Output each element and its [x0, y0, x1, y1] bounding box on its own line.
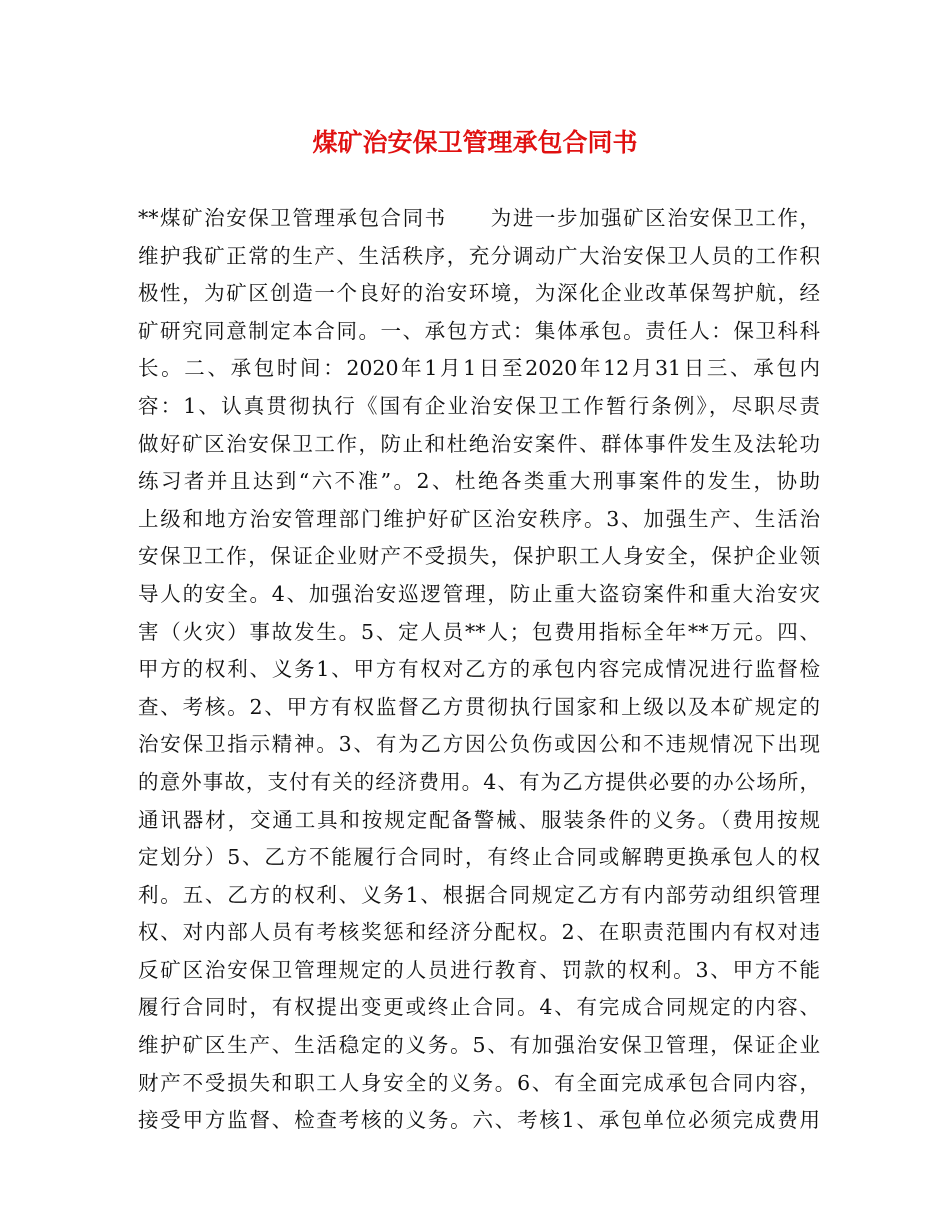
body-line: 通讯器材，交通工具和按规定配备警械、服装条件的义务。（费用按规 — [138, 807, 820, 832]
body-line: 履行合同时，有权提出变更或终止合同。4、有完成合同规定的内容、 — [138, 995, 820, 1020]
body-line: 极性，为矿区创造一个良好的治安环境，为深化企业改革保驾护航，经 — [138, 281, 820, 306]
body-line: 利。五、乙方的权利、义务1、根据合同规定乙方有内部劳动组织管理 — [138, 882, 820, 907]
document-body — [138, 200, 820, 1140]
body-line: 做好矿区治安保卫工作，防止和杜绝治安案件、群体事件发生及法轮功 — [138, 431, 820, 456]
body-line: 安保卫工作，保证企业财产不受损失，保护职工人身安全，保护企业领 — [138, 544, 820, 569]
body-line: 的意外事故，支付有关的经济费用。4、有为乙方提供必要的办公场所， — [138, 769, 820, 794]
body-line: 维护矿区生产、生活稳定的义务。5、有加强治安保卫管理，保证企业 — [138, 1033, 820, 1058]
body-line: 导人的安全。4、加强治安巡逻管理，防止重大盗窃案件和重大治安灾 — [138, 581, 820, 606]
body-line: 上级和地方治安管理部门维护好矿区治安秩序。3、加强生产、生活治 — [138, 506, 820, 531]
body-line: 权、对内部人员有考核奖惩和经济分配权。2、在职责范围内有权对违 — [138, 920, 820, 945]
body-line: 定划分）5、乙方不能履行合同时，有终止合同或解聘更换承包人的权 — [138, 845, 820, 870]
body-line: 容：1、认真贯彻执行《国有企业治安保卫工作暂行条例》，尽职尽责 — [138, 393, 820, 418]
body-line: **煤矿治安保卫管理承包合同书 为进一步加强矿区治安保卫工作， — [138, 206, 820, 230]
body-line: 治安保卫指示精神。3、有为乙方因公负伤或因公和不违规情况下出现 — [138, 732, 820, 757]
body-line: 财产不受损失和职工人身安全的义务。6、有全面完成承包合同内容， — [138, 1070, 820, 1095]
body-line: 接受甲方监督、检查考核的义务。六、考核1、承包单位必须完成费用 — [138, 1108, 820, 1133]
body-line: 反矿区治安保卫管理规定的人员进行教育、罚款的权利。3、甲方不能 — [138, 957, 820, 982]
document-title: 煤矿治安保卫管理承包合同书 — [312, 128, 638, 157]
body-line: 维护我矿正常的生产、生活秩序，充分调动广大治安保卫人员的工作积 — [138, 243, 820, 268]
body-line: 害（火灾）事故发生。5、定人员**人；包费用指标全年**万元。四、 — [138, 619, 820, 644]
body-line: 查、考核。2、甲方有权监督乙方贯彻执行国家和上级以及本矿规定的 — [138, 694, 820, 719]
body-line: 练习者并且达到“六不准”。2、杜绝各类重大刑事案件的发生，协助 — [138, 469, 820, 494]
body-line: 长。二、承包时间：2020年1月1日至2020年12月31日三、承包内 — [138, 356, 820, 381]
body-line: 矿研究同意制定本合同。一、承包方式：集体承包。责任人：保卫科科 — [138, 318, 820, 343]
body-line: 甲方的权利、义务1、甲方有权对乙方的承包内容完成情况进行监督检 — [138, 657, 820, 682]
